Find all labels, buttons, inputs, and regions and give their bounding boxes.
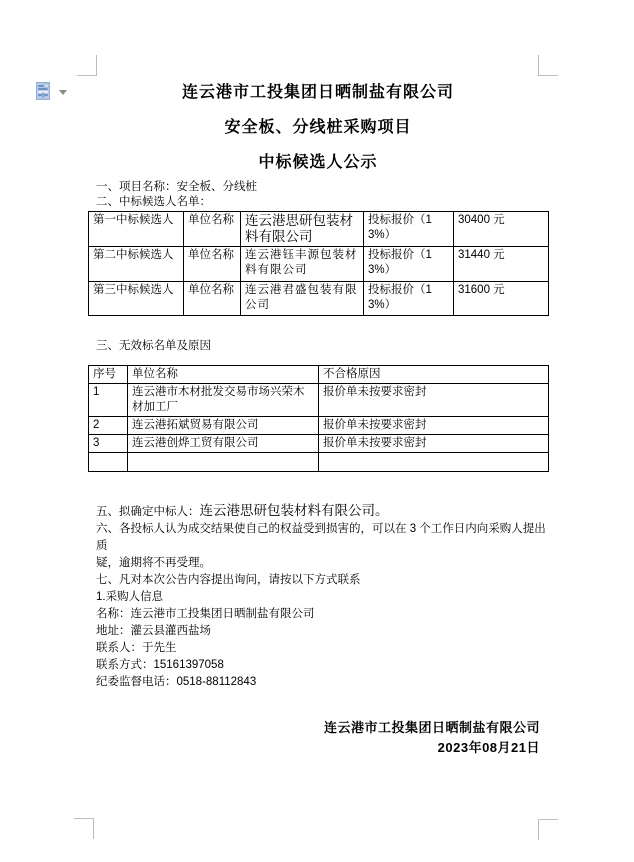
invalid-bid-reason: 报价单未按要求密封	[319, 384, 549, 417]
candidate-company: 连云港思研包装材料有限公司	[241, 212, 364, 247]
table-row	[89, 282, 549, 316]
candidate-rank: 第三中标候选人	[89, 282, 184, 316]
signature-company: 连云港市工投集团日晒制盐有限公司	[323, 720, 540, 735]
candidate-company: 连云港君盛包装有限公司	[241, 282, 364, 316]
margin-crop-mark-bottom-right	[538, 819, 558, 840]
candidate-rank: 第二中标候选人	[89, 247, 184, 282]
section-1-project-name: 一、项目名称：安全板、分线桩	[96, 181, 257, 193]
invalid-bids-table	[88, 365, 549, 472]
signature-block	[88, 718, 548, 758]
bid-price-value: 31600 元	[454, 282, 549, 316]
section-5-winner-line	[96, 503, 548, 521]
margin-crop-mark-top-right	[538, 55, 558, 76]
invalid-bid-company: 连云港创烨工贸有限公司	[128, 435, 319, 453]
candidates-table	[88, 211, 549, 316]
paste-options-dropdown-arrow-icon[interactable]	[59, 90, 67, 95]
invalid-bid-no	[89, 453, 128, 472]
section-6-objection-line-1: 六、各投标人认为成交结果使自己的权益受到损害的，可以在 3 个工作日内向采购人提出质	[96, 523, 546, 552]
notes-block	[88, 503, 548, 691]
invalid-bid-no: 2	[89, 417, 128, 435]
table-row	[89, 212, 549, 247]
table-row	[89, 435, 549, 453]
paste-options-icon[interactable]	[36, 82, 53, 101]
purchaser-name: 名称：连云港市工投集团日晒制盐有限公司	[96, 608, 315, 620]
table-row-empty	[89, 453, 549, 472]
bid-price-label: 投标报价（13%）	[364, 212, 454, 247]
section-3-invalid-bids-heading: 三、无效标名单及原因	[96, 340, 211, 352]
candidate-rank: 第一中标候选人	[89, 212, 184, 247]
doc-title-project: 安全板、分线桩采购项目	[224, 119, 412, 136]
col-header-no: 序号	[89, 366, 128, 384]
signature-date: 2023年08月21日	[437, 740, 540, 755]
section-5-label: 五、拟确定中标人：	[96, 506, 200, 518]
unit-name-label: 单位名称	[184, 212, 241, 247]
section-2-candidate-list-heading: 二、中标候选人名单：	[96, 196, 211, 208]
table-row	[89, 247, 549, 282]
invalid-bid-no: 3	[89, 435, 128, 453]
bid-price-label: 投标报价（13%）	[364, 247, 454, 282]
col-header-reason: 不合格原因	[319, 366, 549, 384]
table-header-row	[89, 366, 549, 384]
invalid-bid-reason: 报价单未按要求密封	[319, 435, 549, 453]
invalid-bid-company: 连云港市木材批发交易市场兴荣木材加工厂	[128, 384, 319, 417]
margin-crop-mark-top-left	[77, 55, 97, 76]
section-6-objection-line-2: 疑，逾期将不再受理。	[96, 557, 211, 569]
invalid-bid-company	[128, 453, 319, 472]
doc-title-company: 连云港市工投集团日晒制盐有限公司	[181, 84, 454, 101]
invalid-bid-reason: 报价单未按要求密封	[319, 417, 549, 435]
invalid-bid-no: 1	[89, 384, 128, 417]
paste-options-button[interactable]	[36, 80, 70, 102]
invalid-bid-company: 连云港拓斌贸易有限公司	[128, 417, 319, 435]
candidate-company: 连云港钰丰源包装材料有限公司	[241, 247, 364, 282]
table-row	[89, 417, 549, 435]
bid-price-label: 投标报价（13%）	[364, 282, 454, 316]
supervision-phone: 纪委监督电话：0518-88112843	[96, 676, 257, 688]
contact-phone: 联系方式：15161397058	[96, 659, 224, 671]
purchaser-info-heading: 1.采购人信息	[96, 591, 164, 603]
doc-title-announcement: 中标候选人公示	[258, 154, 378, 171]
contact-person: 联系人：于先生	[96, 642, 177, 654]
section-5-winner-company: 连云港思研包装材料有限公司。	[199, 503, 389, 518]
purchaser-address: 地址：灌云县灌西盐场	[96, 625, 211, 637]
unit-name-label: 单位名称	[184, 282, 241, 316]
margin-crop-mark-bottom-left	[74, 818, 94, 839]
col-header-unit-name: 单位名称	[128, 366, 319, 384]
unit-name-label: 单位名称	[184, 247, 241, 282]
table-row	[89, 384, 549, 417]
section-7-contact-heading: 七、凡对本次公告内容提出询问，请按以下方式联系	[96, 574, 361, 586]
bid-price-value: 30400 元	[454, 212, 549, 247]
invalid-bid-reason	[319, 453, 549, 472]
bid-price-value: 31440 元	[454, 247, 549, 282]
document-content	[88, 75, 548, 758]
